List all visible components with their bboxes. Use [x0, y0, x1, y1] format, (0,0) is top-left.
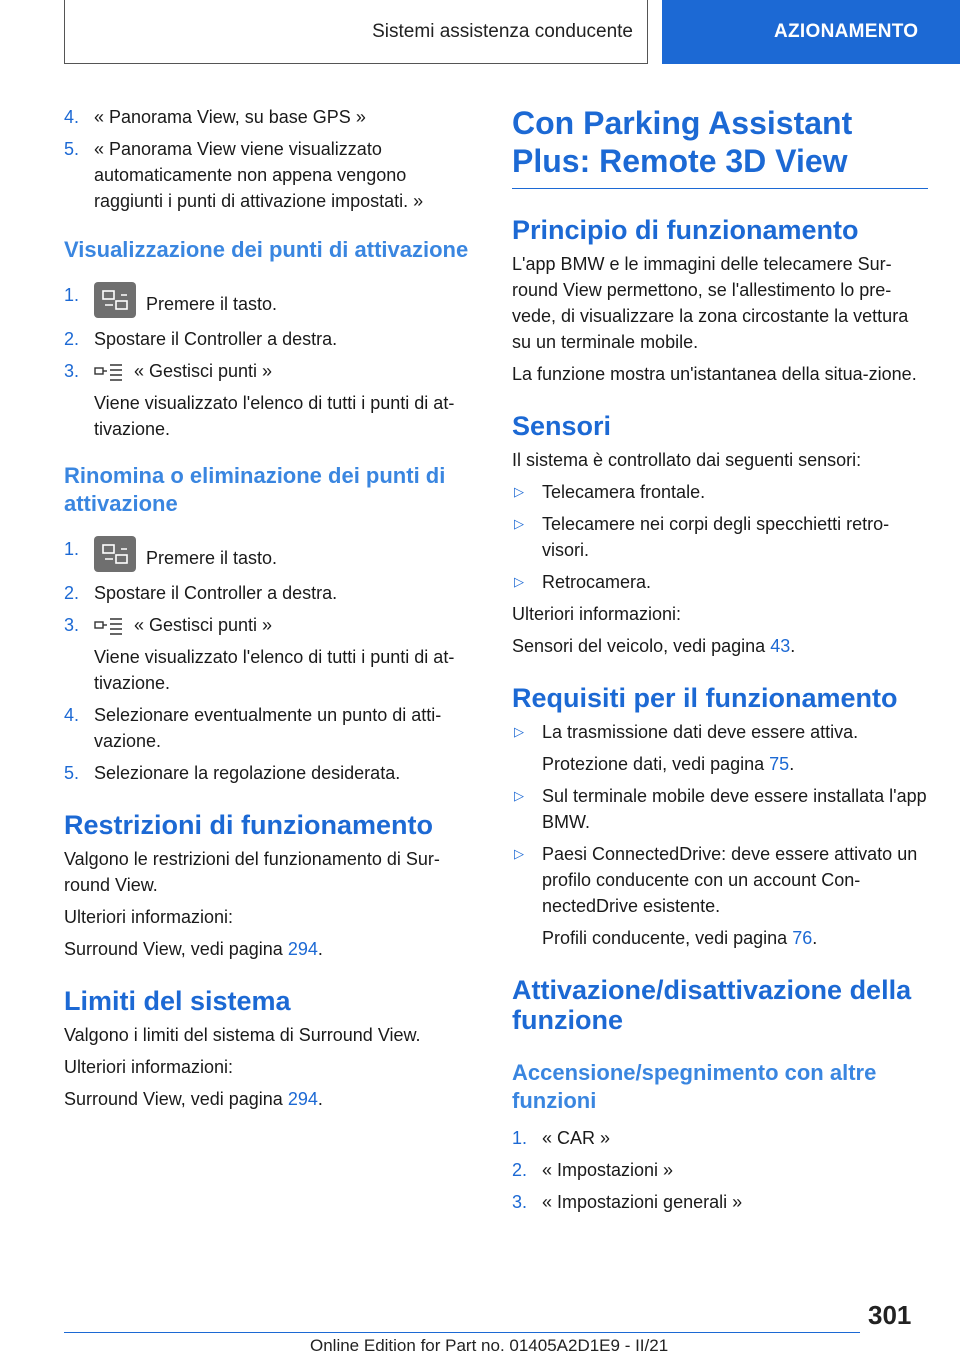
list-item: 5. « Panorama View viene visualizzato automaticamente non appena vengono raggiunti i punti di attivazione impostati. » — [64, 139, 424, 211]
manage-points-icon — [94, 616, 124, 636]
list-item: 1. « CAR » — [512, 1128, 611, 1148]
page-link[interactable]: 76 — [792, 928, 813, 948]
left-column: 4. « Panorama View, su base GPS » 5. « Panorama View viene visualizzato automaticamente non appena vengono raggiunti i punti di attivazione impostati. » Visualizzazione dei punti di attivazione 1. Premere il tasto. 2. Spostare il Controller a destra. 3. « Gestisci punti » Viene visualizzato l'elenco di tutti i punti di at‐tivazione. Rinomina o eliminazione dei punti di attivazione 1. Premere il tasto. 2. Spostare il Controller a destra. 3. « Gestisci punti » Viene visualizzato l'elenco di tutti i punti di at‐tivazione. 4. Selezionare eventualmente un punto di atti‐vazione. 5. Selezionare la regolazione desiderata. Restrizioni di funzionamento Valgono le restrizioni del funzionamento di Sur‐round View. Ulteriori informazioni: Surround View, vedi pagina 294. Limiti del sistema Valgono i limiti del sistema di Surround View. Ulteriori informazioni: Surround View, vedi pagina 294. — [64, 104, 476, 1118]
triangle-bullet-icon: ▷ — [514, 516, 524, 531]
list-item: 4. Selezionare eventualmente un punto di atti‐vazione. — [64, 705, 442, 751]
panorama-button-icon[interactable] — [94, 536, 136, 572]
section-title: Sistemi assistenza conducente — [372, 20, 633, 42]
heading-display-points: Visualizzazione dei punti di attivazione — [64, 237, 469, 262]
list-item: ▷ Telecamera frontale. — [512, 479, 928, 505]
list-item: 2. Spostare il Controller a destra. — [64, 583, 338, 603]
list-item: ▷ La trasmissione dati deve essere attiva. Protezione dati, vedi pagina 75. — [512, 719, 928, 777]
triangle-bullet-icon: ▷ — [514, 788, 524, 803]
page-link[interactable]: 43 — [770, 636, 791, 656]
page-link[interactable]: 294 — [287, 1089, 318, 1109]
list-item: ▷ Telecamere nei corpi degli specchietti retro‐visori. — [512, 511, 928, 563]
list-item: 3. « Impostazioni generali » — [512, 1192, 743, 1212]
header-chapter-tab[interactable] — [662, 0, 960, 64]
right-column: Con Parking Assistant Plus: Remote 3D View Principio di funzionamento L'app BMW e le immagini delle telecamere Sur‐round View permettono, se l'allestimento lo pre‐vede, di visualizzare la zona circostante la vettura su un terminale mobile. La funzione mostra un'istantanea della situa‐zione. Sensori Il sistema è controllato dai seguenti sensori: ▷ Telecamera frontale. ▷ Telecamere nei corpi degli specchietti retro‐visori. ▷ Retrocamera. Ulteriori informazioni: Sensori del veicolo, vedi pagina 43. Requisiti per il funzionamento ▷ La trasmissione dati deve essere attiva. Protezione dati, vedi pagina 75. ▷ Sul terminale mobile deve essere installata l'app BMW. ▷ Paesi ConnectedDrive: deve essere attivato un profilo conducente con un account Con‐nectedDrive esistente. Profili conducente, vedi pagina 76. Attivazione/disattivazione della funzione Accensione/spegnimento con altre funzioni 1. « CAR » 2. « Impostazioni » 3. « Impostazioni generali » — [512, 104, 928, 1221]
requirements-list — [512, 719, 928, 951]
heading-activation: Attivazione/disattivazione della funzione — [512, 975, 912, 1035]
heading-restrictions: Restrizioni di funzionamento — [64, 810, 433, 840]
heading-rename-points: Rinomina o eliminazione dei punti di attivazione — [64, 463, 446, 516]
list-item: ▷ Retrocamera. — [512, 569, 928, 595]
chapter-title: AZIONAMENTO — [774, 21, 919, 42]
triangle-bullet-icon: ▷ — [514, 484, 524, 499]
intro-steps — [64, 104, 476, 214]
list-item: 4. « Panorama View, su base GPS » — [64, 107, 366, 127]
list-item: 3. « Gestisci punti » Viene visualizzato l'elenco di tutti i punti di at‐tivazione. — [64, 361, 455, 439]
panorama-button-icon[interactable] — [94, 282, 136, 318]
list-item: 1. Premere il tasto. — [64, 282, 476, 318]
header-section — [64, 0, 648, 64]
page-link[interactable]: 294 — [287, 939, 318, 959]
page-link[interactable]: 75 — [769, 754, 790, 774]
list-item: 2. « Impostazioni » — [512, 1160, 674, 1180]
onoff-steps — [512, 1125, 928, 1215]
triangle-bullet-icon: ▷ — [514, 574, 524, 589]
list-item: 1. Premere il tasto. — [64, 536, 476, 572]
page-number: 301 — [868, 1300, 912, 1330]
list-item: ▷ Paesi ConnectedDrive: deve essere attivato un profilo conducente con un account Con‐nectedDrive esistente. Profili conducente, vedi pagina 76. — [512, 841, 928, 951]
heading-requirements: Requisiti per il funzionamento — [512, 683, 898, 713]
heading-principle: Principio di funzionamento — [512, 215, 859, 245]
triangle-bullet-icon: ▷ — [514, 724, 524, 739]
footer-edition: Online Edition for Part no. 01405A2D1E9 - II/21 — [310, 1336, 669, 1355]
heading-sensors: Sensori — [512, 411, 612, 441]
footer-divider — [64, 1332, 860, 1333]
list-item: 5. Selezionare la regolazione desiderata. — [64, 763, 401, 783]
list-item: 2. Spostare il Controller a destra. — [64, 329, 338, 349]
heading-limits: Limiti del sistema — [64, 986, 291, 1016]
rename-steps — [64, 536, 476, 786]
list-item: 3. « Gestisci punti » Viene visualizzato l'elenco di tutti i punti di at‐tivazione. — [64, 615, 455, 693]
triangle-bullet-icon: ▷ — [514, 846, 524, 861]
chapter-heading: Con Parking Assistant Plus: Remote 3D View — [512, 104, 928, 189]
manage-points-icon — [94, 362, 124, 382]
sensor-list — [512, 479, 928, 595]
list-item: ▷ Sul terminale mobile deve essere installata l'app BMW. — [512, 783, 928, 835]
heading-onoff: Accensione/spegnimento con altre funzioni — [512, 1060, 877, 1113]
display-steps — [64, 282, 476, 442]
